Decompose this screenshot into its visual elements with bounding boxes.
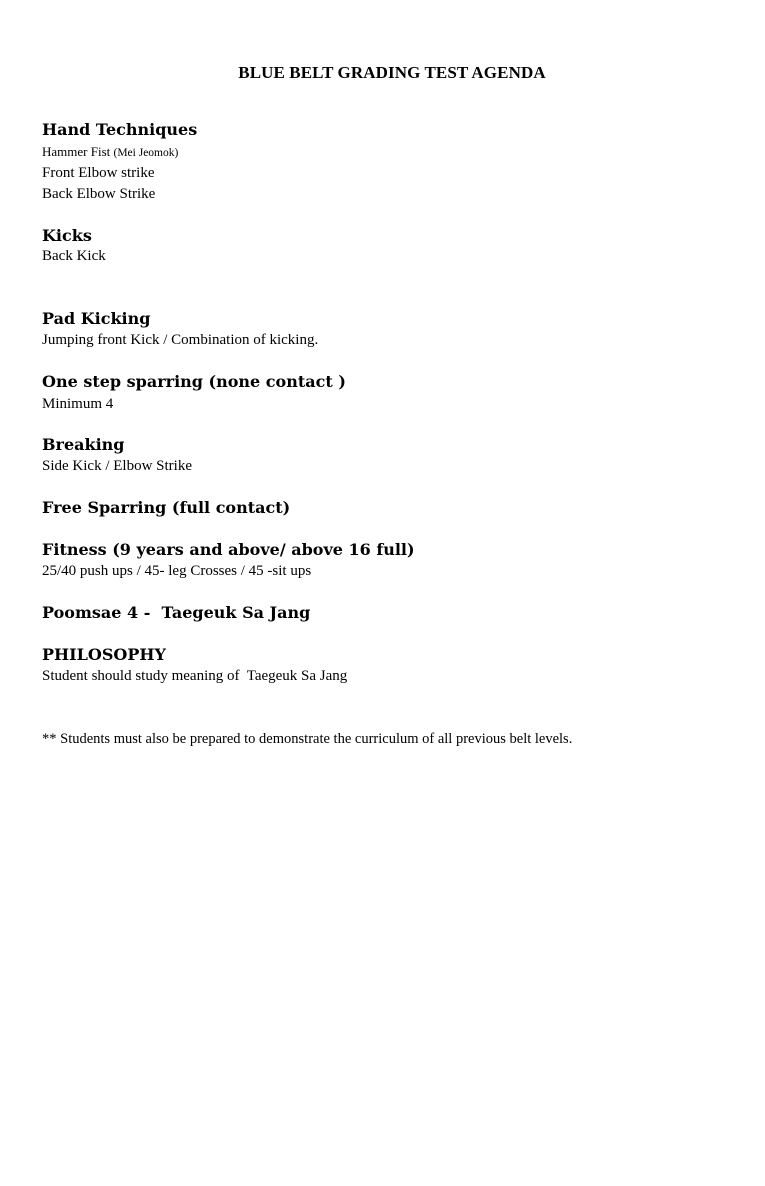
section-heading-poomsae: Poomsae 4 - Taegeuk Sa Jang <box>42 603 311 622</box>
section-heading-fitness: Fitness (9 years and above/ above 16 full) <box>42 540 415 559</box>
section-heading-philosophy: PHILOSOPHY <box>42 645 166 664</box>
kick-item: Back Kick <box>42 248 106 264</box>
pad-kicking-item: Jumping front Kick / Combination of kicking. <box>42 332 319 348</box>
section-heading-pad-kicking: Pad Kicking <box>42 309 151 328</box>
section-heading-hand-techniques: Hand Techniques <box>42 120 198 139</box>
hand-technique-item: Back Elbow Strike <box>42 186 156 202</box>
hand-technique-item-korean: (Mei Jeomok) <box>113 147 179 159</box>
hand-technique-item-main: Hammer Fist <box>42 144 114 159</box>
section-heading-kicks: Kicks <box>42 226 92 245</box>
section-heading-breaking: Breaking <box>42 435 125 454</box>
footnote: ** Students must also be prepared to demonstrate the curriculum of all previous belt levels. <box>42 731 573 747</box>
hand-technique-item: Front Elbow strike <box>42 165 155 181</box>
philosophy-item: Student should study meaning of Taegeuk Sa Jang <box>42 668 348 684</box>
section-heading-free-sparring: Free Sparring (full contact) <box>42 498 291 517</box>
breaking-item: Side Kick / Elbow Strike <box>42 458 192 474</box>
document-title: BLUE BELT GRADING TEST AGENDA <box>238 63 546 82</box>
one-step-sparring-item: Minimum 4 <box>42 396 114 412</box>
fitness-item: 25/40 push ups / 45- leg Crosses / 45 -sit ups <box>42 563 312 579</box>
hand-technique-item <box>42 142 178 163</box>
section-heading-one-step-sparring: One step sparring (none contact ) <box>42 372 346 391</box>
